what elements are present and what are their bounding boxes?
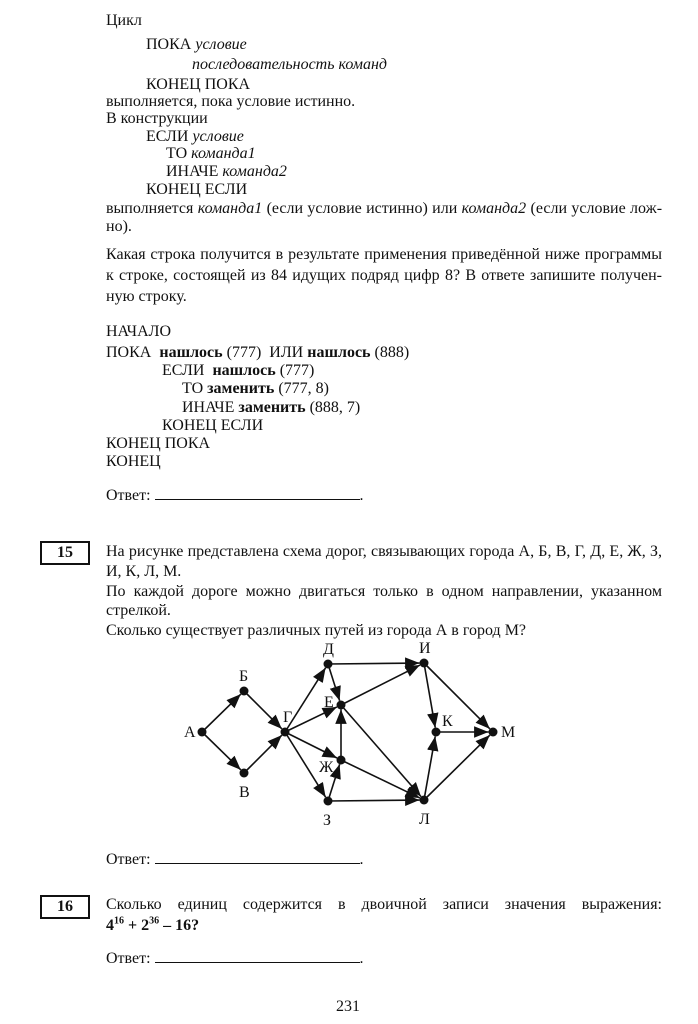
q16-number: 16 xyxy=(40,895,90,919)
end-while-line: КОНЕЦ ПОКА xyxy=(146,76,251,93)
city-label-З: З xyxy=(323,812,332,829)
if-line: ЕСЛИ условие xyxy=(146,128,244,145)
city-label-А: А xyxy=(184,724,196,741)
prog-end-if: КОНЕЦ ЕСЛИ xyxy=(162,417,264,434)
q16-text-1: Сколько единиц содержится в двоичной записи значения выражения: xyxy=(106,896,662,913)
city-label-Г: Г xyxy=(283,709,293,726)
cycle-label: Цикл xyxy=(106,12,142,29)
while-line: ПОКА условие xyxy=(146,36,247,53)
road-А-Б xyxy=(202,694,241,732)
city-label-И: И xyxy=(419,640,431,657)
prog-end: КОНЕЦ xyxy=(106,453,161,470)
city-node-И xyxy=(420,659,429,668)
road-З-Л xyxy=(328,800,420,801)
q15-text-5: Сколько существует различных путей из города А в город М? xyxy=(106,622,527,639)
while-desc: выполняется, пока условие истинно. xyxy=(106,93,356,110)
q14-text-2: к строке, состоящей из 84 идущих подряд цифр 8? В ответе запишите получен- xyxy=(106,267,662,284)
q15-text-3: По каждой дороге можно двигаться только в одном направлении, указанном xyxy=(106,583,662,600)
q15-answer-field[interactable] xyxy=(155,850,360,864)
end-if-line: КОНЕЦ ЕСЛИ xyxy=(146,181,248,198)
q15-number: 15 xyxy=(40,541,90,565)
road-Е-И xyxy=(341,665,420,705)
city-node-Д xyxy=(324,660,333,669)
q16-expression: $4^{16} + 2^{36} - 16$? xyxy=(106,915,200,934)
prog-else: ИНАЧЕ заменить (888, 7) xyxy=(182,399,361,416)
city-node-Б xyxy=(240,687,249,696)
in-construct: В конструкции xyxy=(106,110,208,127)
road-Ж-Л xyxy=(341,760,420,798)
city-node-В xyxy=(240,769,249,778)
if-desc-line: выполняется команда1 (если условие истинно) или команда2 (если условие лож- xyxy=(106,200,663,217)
q14-text-3: ную строку. xyxy=(106,288,187,305)
road-Б-Г xyxy=(244,691,282,729)
city-node-М xyxy=(489,728,498,737)
q16-answer-field[interactable] xyxy=(155,949,360,963)
city-label-Д: Д xyxy=(323,641,334,658)
road-Д-И xyxy=(328,663,420,664)
city-label-Ж: Ж xyxy=(319,759,334,776)
prog-if: ЕСЛИ нашлось (777) xyxy=(162,362,315,379)
prog-end-while: КОНЕЦ ПОКА xyxy=(106,435,211,452)
then-line: ТО команда1 xyxy=(166,145,256,162)
page-number: 231 xyxy=(336,998,360,1015)
q14-text-1: Какая строка получится в результате применения приведённой ниже программы xyxy=(106,246,662,263)
prog-begin: НАЧАЛО xyxy=(106,323,172,340)
if-desc-tail: но). xyxy=(106,218,132,235)
q14-answer: Ответ: . xyxy=(106,487,364,504)
q15-text-1: На рисунке представлена схема дорог, связывающих города А, Б, В, Г, Д, Е, Ж, З, xyxy=(106,543,662,560)
city-node-К xyxy=(432,728,441,737)
road-А-В xyxy=(202,732,241,770)
city-label-К: К xyxy=(442,713,453,730)
city-label-В: В xyxy=(239,784,250,801)
city-label-М: М xyxy=(501,724,516,741)
city-label-Е: Е xyxy=(324,694,334,711)
q16-answer: Ответ: . xyxy=(106,950,364,967)
q15-text-2: И, К, Л, М. xyxy=(106,563,182,580)
else-line: ИНАЧЕ команда2 xyxy=(166,163,287,180)
q15-answer: Ответ: . xyxy=(106,851,364,868)
city-node-З xyxy=(324,797,333,806)
prog-while: ПОКА нашлось (777) ИЛИ нашлось (888) xyxy=(106,344,410,361)
road-Е-Л xyxy=(341,705,421,797)
city-label-Б: Б xyxy=(239,668,249,685)
road-В-Г xyxy=(244,735,282,773)
city-node-А xyxy=(198,728,207,737)
city-label-Л: Л xyxy=(419,811,430,828)
city-node-Ж xyxy=(337,756,346,765)
commands-line: последовательность команд xyxy=(192,56,388,73)
q15-text-4: стрелкой. xyxy=(106,602,171,619)
city-node-Е xyxy=(337,701,346,710)
city-node-Л xyxy=(420,796,429,805)
prog-then: ТО заменить (777, 8) xyxy=(182,380,329,397)
city-node-Г xyxy=(281,728,290,737)
